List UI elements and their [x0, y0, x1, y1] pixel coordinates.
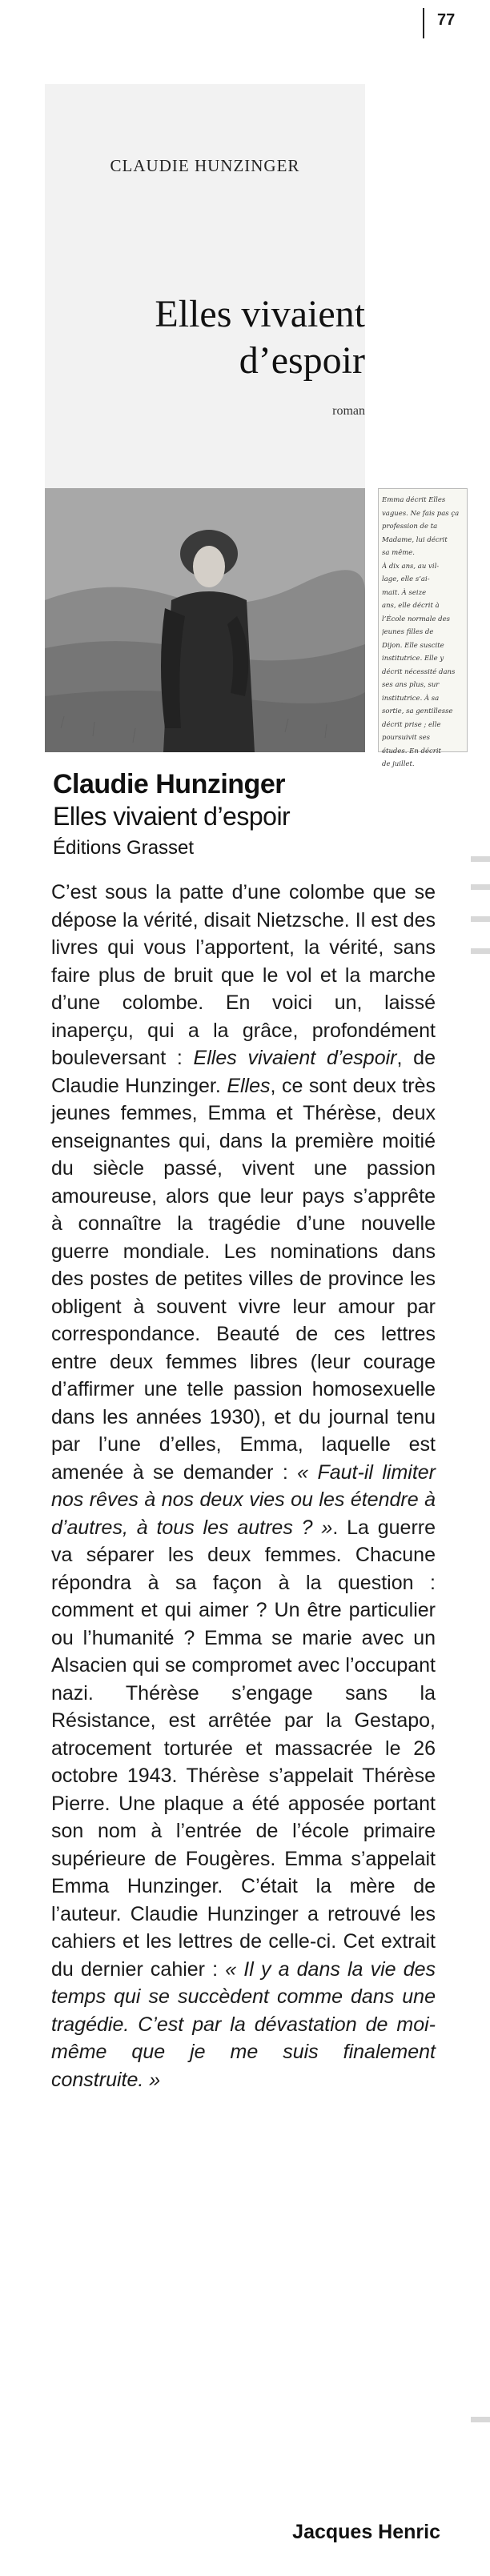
handwritten-line: de juillet. [382, 760, 415, 768]
handwritten-note [378, 488, 468, 768]
review-emphasis: Elles [227, 1074, 271, 1097]
adjacent-column-edge [471, 768, 490, 2449]
handwritten-line: Dijon. Elle suscite [382, 641, 444, 650]
handwritten-line: études. En décrit [382, 747, 441, 755]
handwritten-line: poursuivit ses [382, 734, 431, 742]
review-signature: Jacques Henric [292, 2521, 440, 2543]
handwritten-line: ses ans plus, sur [382, 681, 440, 689]
handwritten-line: sortie, sa gentillesse [382, 707, 453, 715]
book-credits [53, 768, 469, 863]
handwritten-line: Madame, lui décrit [382, 535, 448, 544]
handwritten-line: profession de ta [382, 523, 438, 531]
handwritten-line: décrit prise ; elle [382, 720, 441, 729]
review-quote: « Il y a dans la vie des temps qui se succèdent comme dans une tragédie. C’est par la dévastation de moi-même que je me suis finalement construite. » [51, 1957, 436, 2091]
author-photo [45, 488, 365, 752]
page-number: 77 [437, 11, 456, 29]
review-book-title: Elles vivaient d’espoir [193, 1047, 397, 1069]
handwritten-line: À dix ans, au vil- [382, 562, 440, 571]
review-body [51, 879, 436, 2093]
handwritten-line: sa même. [382, 549, 416, 557]
book-illustration [45, 84, 468, 768]
review-text: . La guerre va séparer les deux femmes. Chacune répondra à sa façon à la question : comment et qui aimer ? Un être particulier ou l’humanité ? Emma se marie avec un Alsacien qui se compromet avec l’occupant nazi. Thérèse s’engage sans la Résistance, est arrêtée par la Gestapo, atrocement torturée et massacrée le 26 octobre 1943. Thérèse s’appelait Thérèse Pierre. Une plaque a été apposée portant son nom à l’entrée de l’école primaire supérieure de Fougères. Emma s’appelait Emma Hunzinger. C’était la mère de l’auteur. Claudie Hunzinger a retrouvé les cahiers et les lettres de celle-ci. Cet extrait du dernier cahier : [51, 1516, 436, 1981]
cover-author: CLAUDIE HUNZINGER [110, 156, 300, 175]
header-rule [423, 8, 424, 38]
credit-author: Claudie Hunzinger [53, 769, 285, 799]
cover-title-line-1: Elles vivaient [155, 293, 365, 335]
page-header [0, 0, 490, 48]
handwritten-line: ans, elle décrit à [382, 602, 440, 610]
review-quote: « Faut-il limiter nos rêves à nos deux vies ou les étendre à d’autres, à tous les autres ? » [51, 1460, 436, 1539]
review-text: , de Claudie Hunzinger. [51, 1047, 436, 1097]
handwritten-line: décrit nécessité dans [382, 667, 456, 676]
cover-title-line-2: d’espoir [239, 339, 365, 382]
handwritten-line: lage, elle s’ai- [382, 575, 430, 583]
credit-title: Elles vivaient d’espoir [53, 802, 291, 831]
handwritten-line: institutrice. À sa [382, 694, 440, 703]
handwritten-line: vagues. Ne fais pas ça [382, 509, 460, 518]
handwritten-line: jeunes filles de [382, 628, 434, 636]
author-photo-image [45, 488, 365, 752]
handwritten-line: Emma décrit Elles [382, 496, 446, 504]
review-paragraph [51, 879, 436, 2093]
handwritten-line: l’École normale des [382, 615, 451, 623]
handwritten-line: institutrice. Elle y [382, 655, 444, 663]
review-text: C’est sous la patte d’une colombe que se dépose la vérité, disait Nietzsche. Il est des livres qui vous l’apportent, la vérité, sans faire plus de bruit que le vol et la marche d’une colombe. En voici un, laissé inaperçu, qui a la grâce, profondément bouleversant : [51, 881, 436, 1069]
handwritten-line: mait. À seize [382, 588, 427, 597]
cover-genre: roman [332, 404, 365, 418]
review-text: , ce sont deux très jeunes femmes, Emma et Thérèse, deux enseignantes qui, dans la première moitié du siècle passé, vivent une passion amoureuse, alors que leur pays s’apprête à connaître la tragédie d’une nouvelle guerre mondiale. Les nominations dans des postes de petites villes de province les obligent à souvent vivre leur amour par correspondance. Beauté de ces lettres entre deux femmes libres (leur courage d’affirmer une telle passion homosexuelle dans les années 1930), et du journal tenu par l’une d’elles, Emma, laquelle est amenée à se demander : [51, 1074, 436, 1484]
credit-publisher: Éditions Grasset [53, 837, 195, 859]
